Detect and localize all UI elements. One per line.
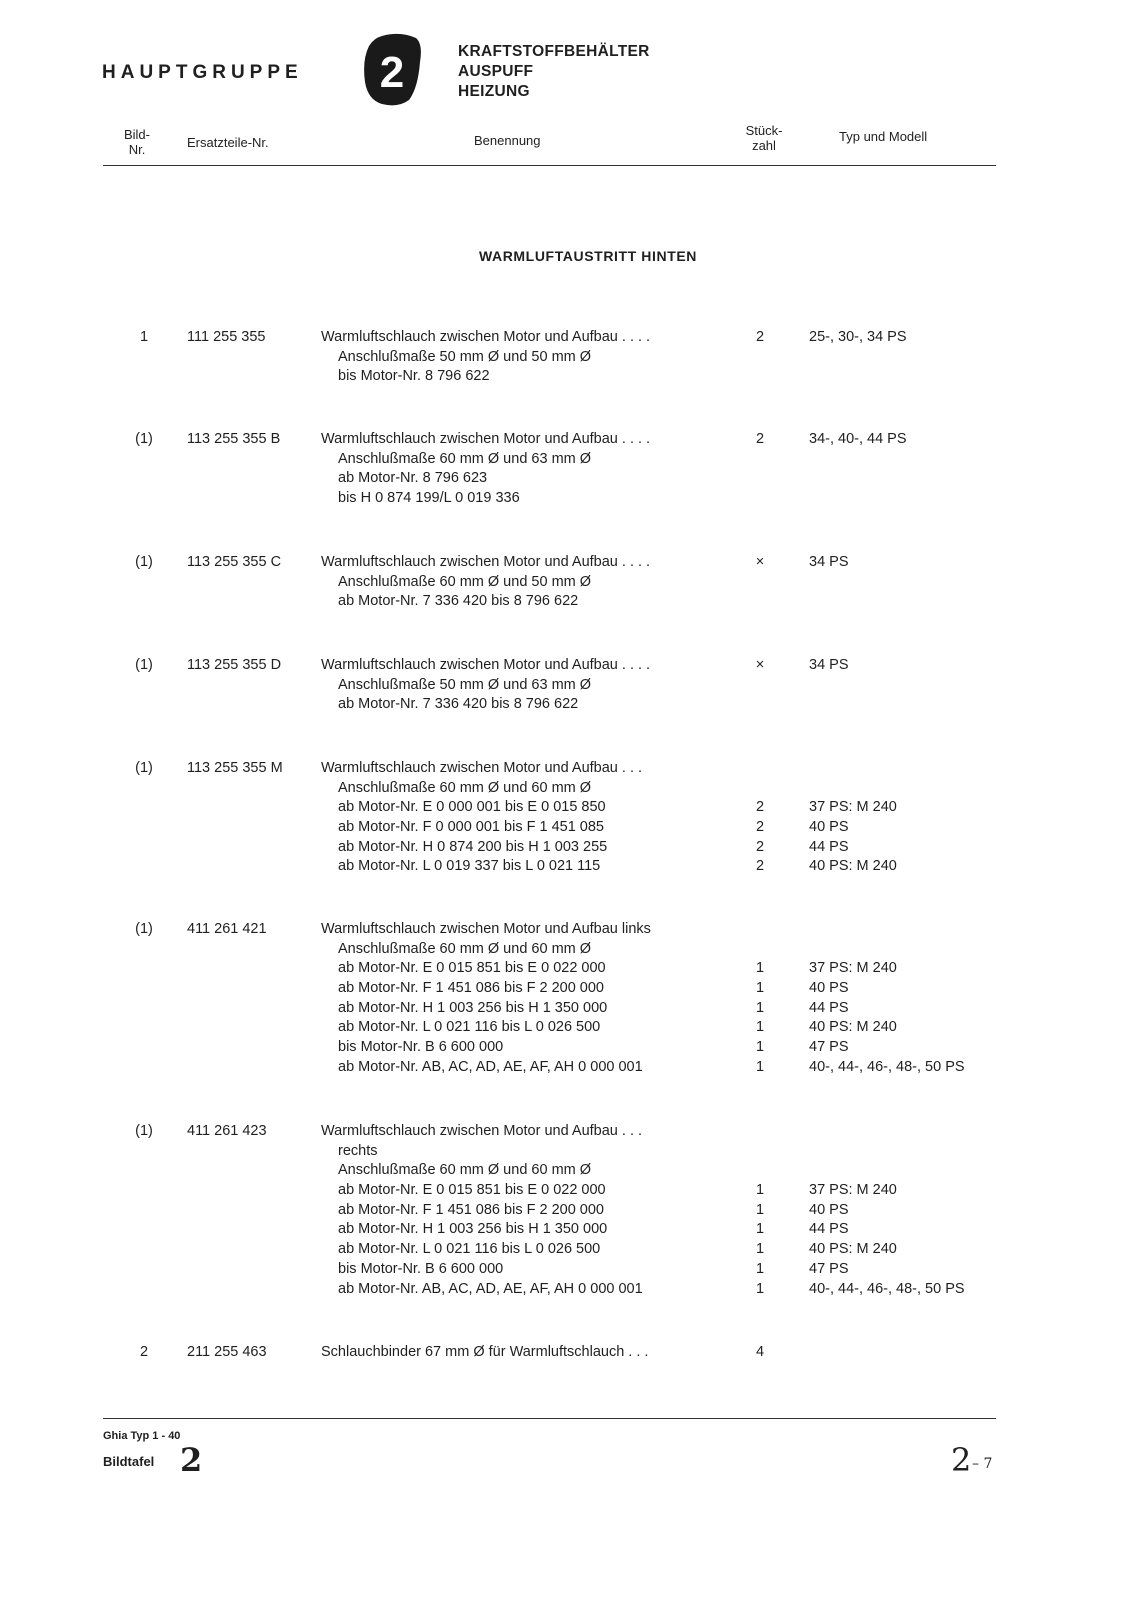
col-header-bild-line2: Nr. — [128, 142, 146, 157]
main-group-label: HAUPTGRUPPE — [102, 62, 303, 83]
entry-line — [0, 451, 1134, 471]
group-number: 2 — [379, 48, 405, 97]
footer-rule — [103, 1418, 996, 1419]
type-model: 44 PS — [809, 999, 849, 1016]
entry-line — [0, 1039, 1134, 1059]
entry-line — [0, 839, 1134, 859]
entry-line — [0, 574, 1134, 594]
group-title-1: KRAFTSTOFFBEHÄLTER — [458, 43, 650, 60]
col-header-part-number: Ersatzteile-Nr. — [187, 135, 269, 150]
entry-line — [0, 858, 1134, 878]
designation-text: ab Motor-Nr. F 0 000 001 bis F 1 451 085 — [338, 819, 604, 836]
part-entry — [0, 760, 1134, 878]
designation-text: ab Motor-Nr. AB, AC, AD, AE, AF, AH 0 000 001 — [338, 1280, 643, 1297]
part-number: 113 255 355 M — [187, 760, 283, 776]
designation-text: Anschlußmaße 60 mm Ø und 60 mm Ø — [338, 779, 592, 796]
bild-number: 1 — [139, 329, 149, 345]
quantity: 1 — [755, 980, 765, 997]
part-number: 211 255 463 — [187, 1344, 267, 1360]
entry-line — [0, 1123, 1134, 1143]
quantity: 2 — [755, 819, 765, 836]
quantity: 1 — [755, 1182, 765, 1199]
entry-line — [0, 799, 1134, 819]
entry-line — [0, 593, 1134, 613]
footer-model: Ghia Typ 1 - 40 — [103, 1430, 181, 1442]
quantity: 1 — [755, 1039, 765, 1056]
entry-line — [0, 490, 1134, 510]
type-model: 40 PS: M 240 — [809, 858, 897, 875]
page-number: 2 — [951, 1441, 972, 1479]
designation-text: Anschlußmaße 60 mm Ø und 60 mm Ø — [338, 1162, 592, 1179]
bild-number: (1) — [135, 554, 153, 570]
entry-line — [0, 1019, 1134, 1039]
entry-line — [0, 470, 1134, 490]
part-entry — [0, 1123, 1134, 1300]
quantity: 2 — [755, 799, 765, 816]
designation-text: ab Motor-Nr. E 0 000 001 bis E 0 015 850 — [338, 799, 606, 816]
type-model: 40-, 44-, 46-, 48-, 50 PS — [809, 1058, 965, 1075]
part-entry — [0, 554, 1134, 613]
bild-number: (1) — [135, 760, 153, 776]
quantity: 2 — [755, 329, 765, 345]
designation-text: Warmluftschlauch zwischen Motor und Aufbau links — [321, 921, 651, 937]
bild-number: (1) — [135, 657, 153, 673]
type-model: 47 PS — [809, 1039, 849, 1056]
designation-text: Anschlußmaße 60 mm Ø und 63 mm Ø — [338, 450, 592, 467]
part-number: 411 261 423 — [187, 1123, 267, 1139]
entry-line — [0, 349, 1134, 369]
group-title-2: AUSPUFF — [458, 63, 534, 80]
designation-text: bis Motor-Nr. B 6 600 000 — [338, 1039, 504, 1056]
part-number: 113 255 355 B — [187, 431, 281, 447]
part-number: 113 255 355 D — [187, 657, 282, 673]
designation-text: ab Motor-Nr. H 1 003 256 bis H 1 350 000 — [338, 1221, 608, 1238]
quantity: 2 — [755, 858, 765, 875]
entry-line — [0, 431, 1134, 451]
designation-text: ab Motor-Nr. 7 336 420 bis 8 796 622 — [338, 696, 579, 713]
type-model: 37 PS: M 240 — [809, 799, 897, 816]
footer-bildtafel-number: 2 — [180, 1441, 203, 1479]
quantity: 2 — [755, 838, 765, 855]
designation-text: Anschlußmaße 50 mm Ø und 63 mm Ø — [338, 676, 592, 693]
group-title-3: HEIZUNG — [458, 83, 530, 100]
entry-line — [0, 677, 1134, 697]
designation-text: rechts — [338, 1142, 378, 1159]
designation-text: Schlauchbinder 67 mm Ø für Warmluftschlauch . . . — [321, 1344, 649, 1360]
entry-line — [0, 1202, 1134, 1222]
entry-line — [0, 941, 1134, 961]
entry-line — [0, 696, 1134, 716]
type-model: 44 PS — [809, 838, 849, 855]
group-number-badge — [362, 30, 424, 108]
quantity: 2 — [755, 431, 765, 447]
designation-text: Warmluftschlauch zwischen Motor und Aufbau . . . . — [321, 431, 651, 447]
entry-line — [0, 1059, 1134, 1079]
designation-text: bis Motor-Nr. 8 796 622 — [338, 368, 490, 385]
entry-line — [0, 1344, 1134, 1364]
part-number: 411 261 421 — [187, 921, 267, 937]
type-model: 37 PS: M 240 — [809, 1182, 897, 1199]
entry-line — [0, 1221, 1134, 1241]
entry-line — [0, 921, 1134, 941]
entry-line — [0, 329, 1134, 349]
part-entry — [0, 431, 1134, 510]
designation-text: Warmluftschlauch zwischen Motor und Aufbau . . . — [321, 1123, 643, 1139]
quantity: 1 — [755, 1241, 765, 1258]
type-model: 25-, 30-, 34 PS — [809, 329, 907, 345]
type-model: 40 PS — [809, 980, 849, 997]
bild-number: (1) — [135, 1123, 153, 1139]
quantity: 1 — [755, 1260, 765, 1277]
type-model: 40 PS: M 240 — [809, 1019, 897, 1036]
quantity: 1 — [755, 999, 765, 1016]
entry-line — [0, 960, 1134, 980]
designation-text: Warmluftschlauch zwischen Motor und Aufbau . . . . — [321, 329, 651, 345]
designation-text: ab Motor-Nr. L 0 021 116 bis L 0 026 500 — [338, 1241, 601, 1258]
entry-line — [0, 780, 1134, 800]
designation-text: Anschlußmaße 50 mm Ø und 50 mm Ø — [338, 348, 592, 365]
designation-text: ab Motor-Nr. E 0 015 851 bis E 0 022 000 — [338, 960, 606, 977]
designation-text: ab Motor-Nr. F 1 451 086 bis F 2 200 000 — [338, 1201, 604, 1218]
quantity: × — [755, 554, 765, 570]
entry-line — [0, 1143, 1134, 1163]
entry-line — [0, 1261, 1134, 1281]
col-header-bild-line1: Bild- — [123, 127, 150, 142]
type-model: 34-, 40-, 44 PS — [809, 431, 907, 447]
entry-line — [0, 368, 1134, 388]
designation-text: ab Motor-Nr. 7 336 420 bis 8 796 622 — [338, 593, 579, 610]
designation-text: ab Motor-Nr. H 1 003 256 bis H 1 350 000 — [338, 999, 608, 1016]
main-group-titles — [458, 42, 650, 102]
type-model: 34 PS — [809, 657, 849, 673]
col-header-bild — [117, 127, 157, 157]
quantity: 1 — [755, 1280, 765, 1297]
quantity: 4 — [755, 1344, 765, 1360]
col-header-qty-line2: zahl — [752, 138, 776, 153]
page-subnumber: – 7 — [972, 1456, 993, 1472]
entry-line — [0, 760, 1134, 780]
designation-text: ab Motor-Nr. L 0 019 337 bis L 0 021 115 — [338, 858, 601, 875]
designation-text: ab Motor-Nr. E 0 015 851 bis E 0 022 000 — [338, 1182, 606, 1199]
part-entry — [0, 329, 1134, 388]
footer-bildtafel-label: Bildtafel — [103, 1454, 155, 1469]
entry-line — [0, 1182, 1134, 1202]
entry-line — [0, 980, 1134, 1000]
quantity: 1 — [755, 1058, 765, 1075]
designation-text: ab Motor-Nr. H 0 874 200 bis H 1 003 255 — [338, 838, 608, 855]
type-model: 40 PS — [809, 819, 849, 836]
col-header-type-model: Typ und Modell — [839, 129, 928, 144]
designation-text: Warmluftschlauch zwischen Motor und Aufbau . . . . — [321, 554, 651, 570]
part-entry — [0, 657, 1134, 716]
designation-text: Anschlußmaße 60 mm Ø und 60 mm Ø — [338, 940, 592, 957]
col-header-qty-line1: Stück- — [745, 123, 783, 138]
entry-line — [0, 1241, 1134, 1261]
type-model: 37 PS: M 240 — [809, 960, 897, 977]
type-model: 40-, 44-, 46-, 48-, 50 PS — [809, 1280, 965, 1297]
entry-line — [0, 1281, 1134, 1301]
entry-line — [0, 554, 1134, 574]
designation-text: ab Motor-Nr. 8 796 623 — [338, 470, 488, 487]
entry-line — [0, 1162, 1134, 1182]
designation-text: Anschlußmaße 60 mm Ø und 50 mm Ø — [338, 573, 592, 590]
quantity: 1 — [755, 1201, 765, 1218]
designation-text: Warmluftschlauch zwischen Motor und Aufbau . . . . — [321, 657, 651, 673]
entry-line — [0, 819, 1134, 839]
bild-number: 2 — [139, 1344, 149, 1360]
type-model: 47 PS — [809, 1260, 849, 1277]
bild-number: (1) — [135, 921, 153, 937]
quantity: 1 — [755, 1019, 765, 1036]
part-entry — [0, 1344, 1134, 1364]
entry-line — [0, 1000, 1134, 1020]
designation-text: Warmluftschlauch zwischen Motor und Aufbau . . . — [321, 760, 643, 776]
type-model: 44 PS — [809, 1221, 849, 1238]
col-header-designation: Benennung — [474, 133, 541, 148]
quantity: × — [755, 657, 765, 673]
type-model: 34 PS — [809, 554, 849, 570]
type-model: 40 PS: M 240 — [809, 1241, 897, 1258]
quantity: 1 — [755, 960, 765, 977]
quantity: 1 — [755, 1221, 765, 1238]
section-title: WARMLUFTAUSTRITT HINTEN — [478, 248, 698, 264]
designation-text: ab Motor-Nr. L 0 021 116 bis L 0 026 500 — [338, 1019, 601, 1036]
designation-text: bis Motor-Nr. B 6 600 000 — [338, 1260, 504, 1277]
part-number: 111 255 355 — [187, 329, 266, 345]
designation-text: bis H 0 874 199/L 0 019 336 — [338, 490, 520, 507]
designation-text: ab Motor-Nr. AB, AC, AD, AE, AF, AH 0 000 001 — [338, 1058, 643, 1075]
type-model: 40 PS — [809, 1201, 849, 1218]
part-entry — [0, 921, 1134, 1079]
part-number: 113 255 355 C — [187, 554, 282, 570]
designation-text: ab Motor-Nr. F 1 451 086 bis F 2 200 000 — [338, 980, 604, 997]
header-rule — [103, 165, 996, 166]
bild-number: (1) — [135, 431, 153, 447]
col-header-qty — [736, 123, 792, 153]
entry-line — [0, 657, 1134, 677]
